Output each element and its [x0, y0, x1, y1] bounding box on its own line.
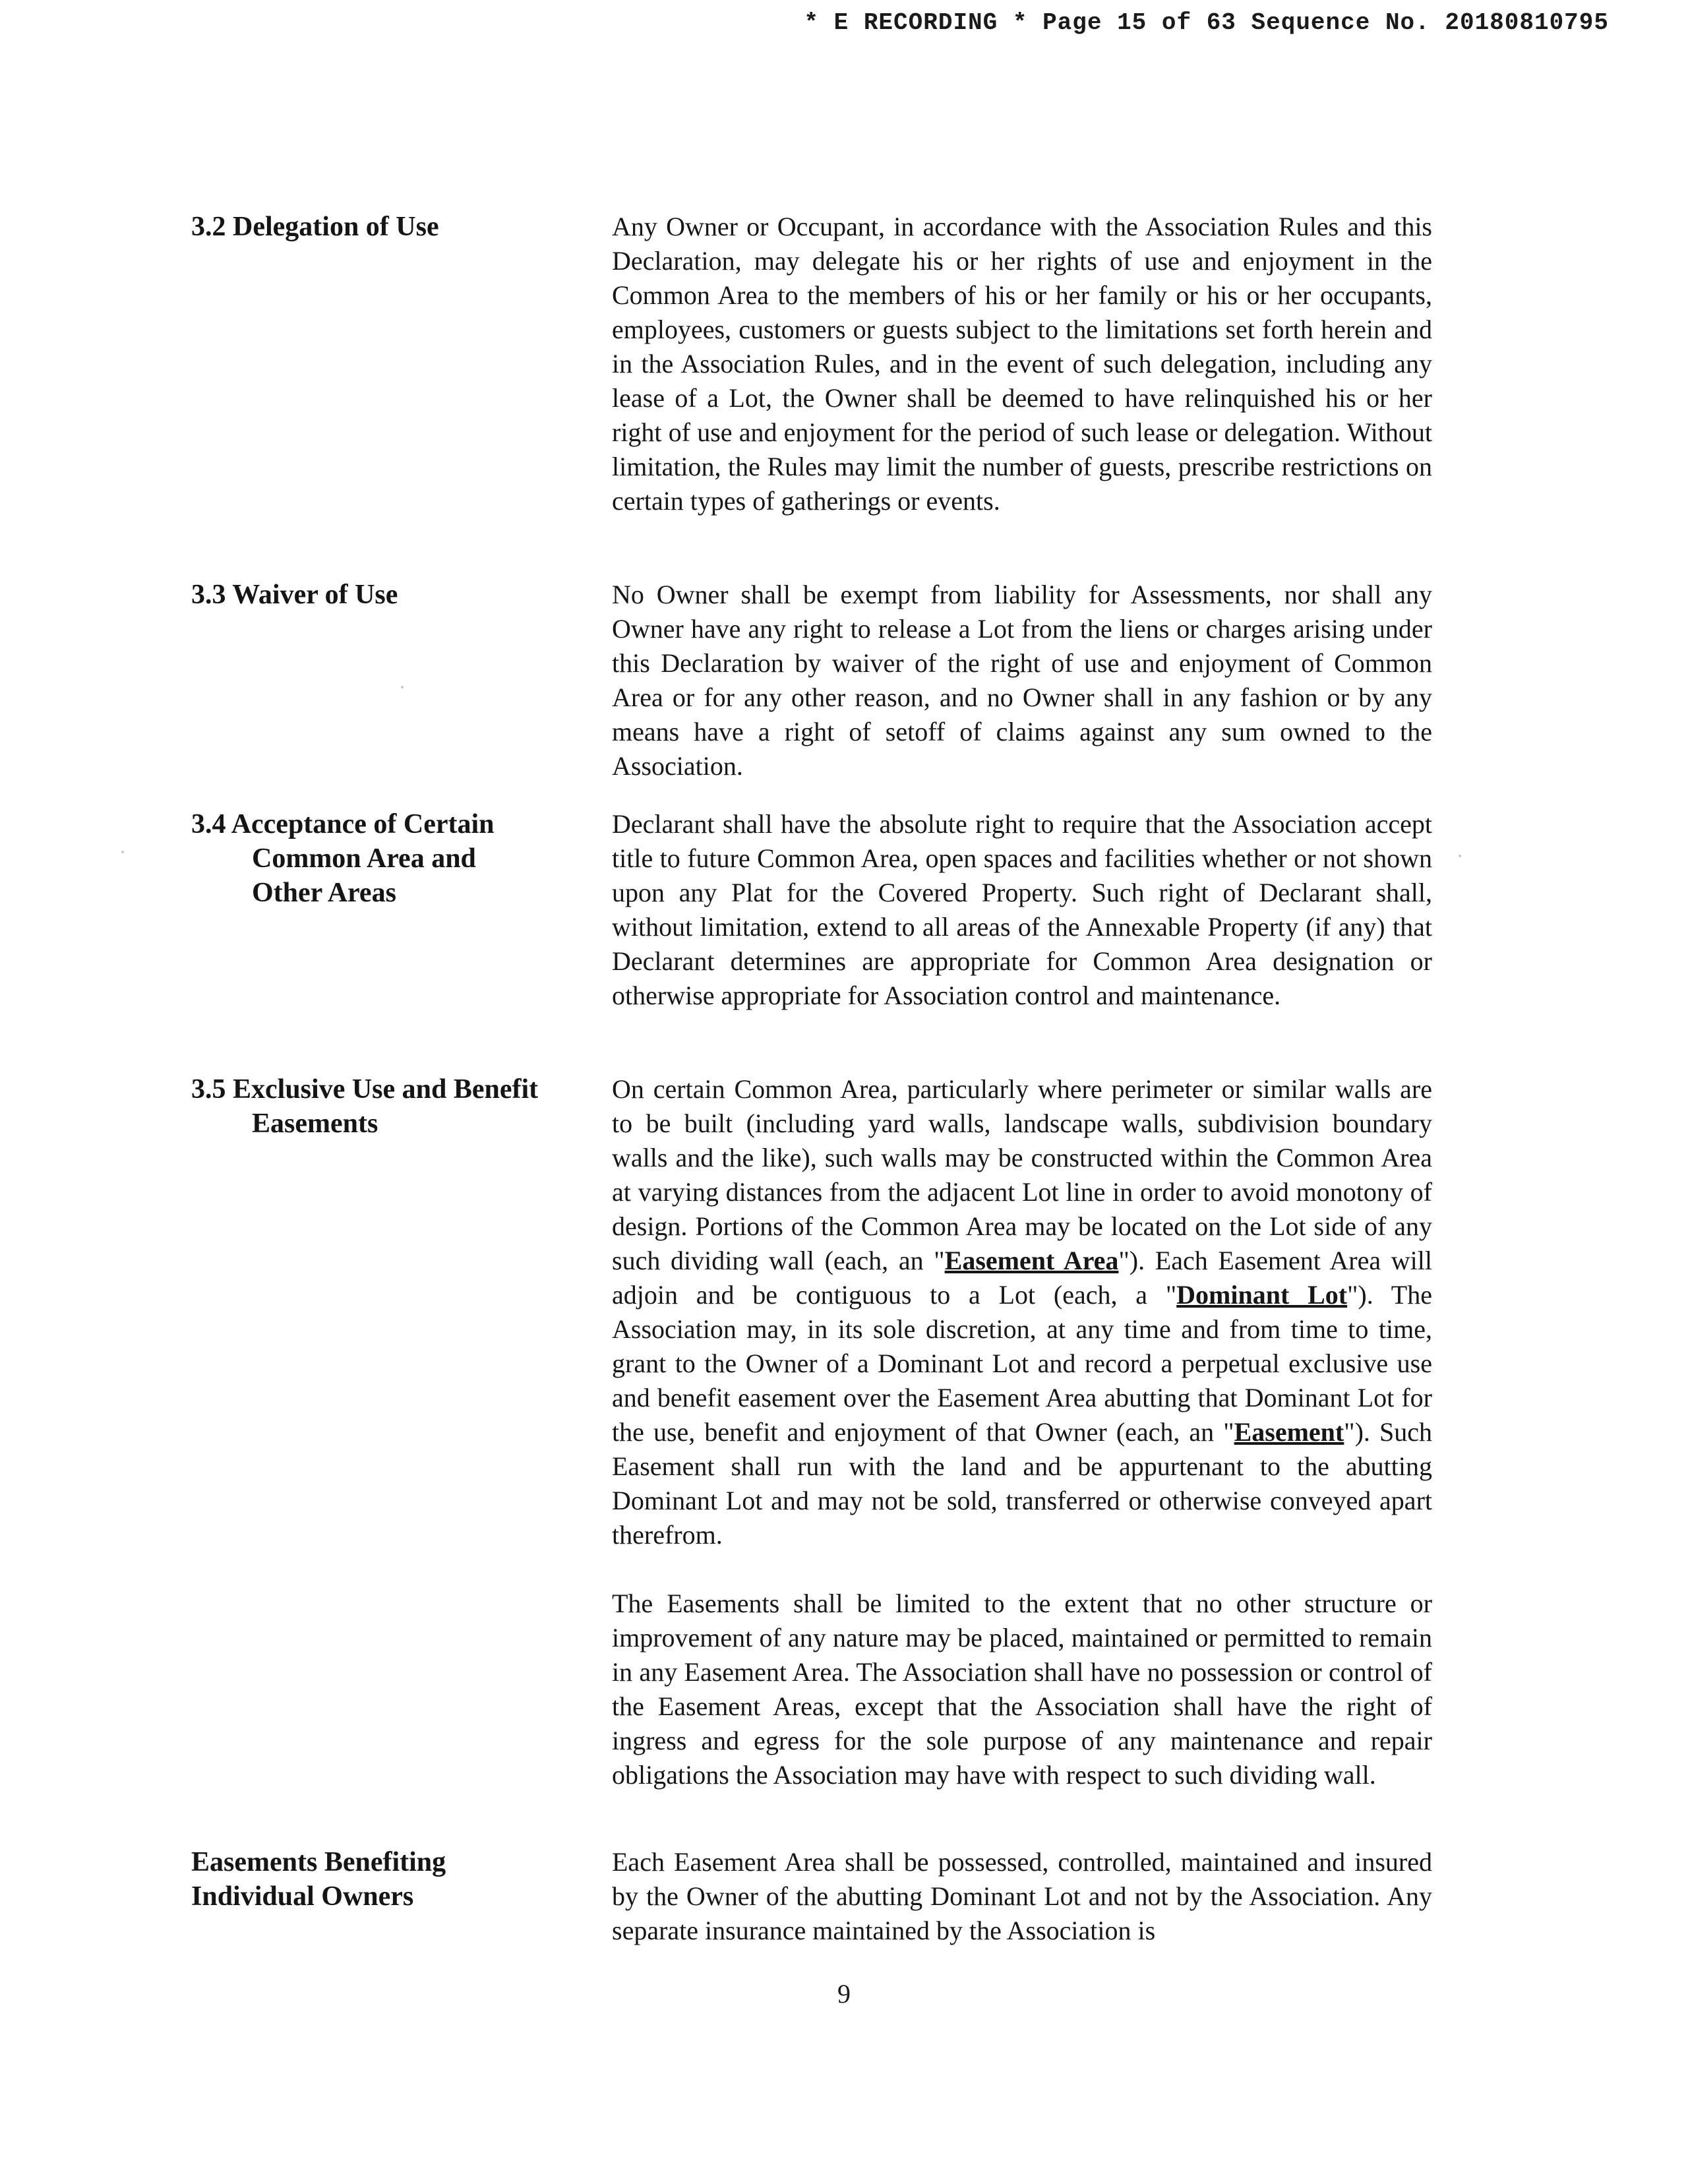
section-body — [612, 210, 1432, 518]
defined-term-dominant-lot: Dominant Lot — [1176, 1280, 1348, 1310]
scan-speck — [401, 686, 404, 688]
text-run: "). Such Easement shall run with the land and be appurtenant to the abutting Dominant Lot and may not be sold, transferred or otherwise conveyed apart therefrom. — [612, 1417, 1432, 1550]
heading-line: 3.5 Exclusive Use and Benefit — [191, 1074, 539, 1105]
section-heading — [191, 1845, 587, 1914]
text-run: "). The Association may, in its sole discretion, at any time and from time to time, grant to the Owner of a Dominant Lot and record a perpetual exclusive use and benefit easement over the Easement Area abutting that Dominant Lot for the use, benefit and enjoyment of that Owner (each, an " — [612, 1280, 1432, 1447]
heading-line: Individual Owners — [191, 1881, 414, 1912]
heading-line: Easements Benefiting — [191, 1847, 446, 1877]
heading-line: Easements — [252, 1108, 378, 1139]
paragraph: Declarant shall have the absolute right to require that the Association accept title to future Common Area, open spaces and facilities whether or not shown upon any Plat for the Covered Property. Such right of Declarant shall, without limitation, extend to all areas of the Annexable Property (if any) that Declarant determines are appropriate for Common Area designation or otherwise appropriate for Association control and maintenance. — [612, 809, 1432, 1010]
section-body — [612, 578, 1432, 783]
section-heading — [191, 1072, 587, 1141]
section-heading — [191, 578, 587, 612]
paragraph — [612, 1072, 1432, 1552]
heading-line: 3.4 Acceptance of Certain — [191, 809, 495, 839]
text-run: "). Each Easement Area will adjoin and be contiguous to a Lot (each, a " — [612, 1246, 1432, 1310]
section-body — [612, 1072, 1432, 1792]
heading-line: Other Areas — [252, 878, 396, 908]
paragraph: The Easements shall be limited to the extent that no other structure or improvement of any nature may be placed, maintained or permitted to remain in any Easement Area. The Association shall have no possession or control of the Easement Areas, except that the Association shall have the right of ingress and egress for the sole purpose of any maintenance and repair obligations the Association may have with respect to such dividing wall. — [612, 1589, 1432, 1790]
scan-speck — [1459, 855, 1461, 857]
scan-speck — [121, 851, 124, 853]
recording-header: * E RECORDING * Page 15 of 63 Sequence No. 20180810795 — [804, 9, 1609, 36]
heading-line: 3.3 Waiver of Use — [191, 580, 398, 610]
section-heading — [191, 210, 587, 244]
defined-term-easement-area: Easement Area — [944, 1246, 1119, 1275]
heading-line: Common Area and — [252, 843, 476, 874]
paragraph: No Owner shall be exempt from liability for Assessments, nor shall any Owner have any right to release a Lot from the liens or charges arising under this Declaration by waiver of the right of use and enjoyment of Common Area or for any other reason, and no Owner shall in any fashion or by any means have a right of setoff of claims against any sum owned to the Association. — [612, 580, 1432, 781]
section-body — [612, 1845, 1432, 1948]
page-number: 9 — [837, 1979, 851, 2009]
paragraph: Any Owner or Occupant, in accordance with the Association Rules and this Declaration, may delegate his or her rights of use and enjoyment in the Common Area to the members of his or her family or his or her occupants, employees, customers or guests subject to the limitations set forth herein and in the Association Rules, and in the event of such delegation, including any lease of a Lot, the Owner shall be deemed to have relinquished his or her right of use and enjoyment for the period of such lease or delegation. Without limitation, the Rules may limit the number of guests, prescribe restrictions on certain types of gatherings or events. — [612, 212, 1432, 516]
section-heading — [191, 807, 587, 910]
paragraph: Each Easement Area shall be possessed, controlled, maintained and insured by the Owner of the abutting Dominant Lot and not by the Association. Any separate insurance maintained by the Association is — [612, 1847, 1432, 1945]
text-run: On certain Common Area, particularly where perimeter or similar walls are to be built (including yard walls, landscape walls, subdivision boundary walls and the like), such walls may be constructed within the Common Area at varying distances from the adjacent Lot line in order to avoid monotony of design. Portions of the Common Area may be located on the Lot side of any such dividing wall (each, an " — [612, 1074, 1432, 1275]
section-body — [612, 807, 1432, 1013]
defined-term-easement: Easement — [1234, 1417, 1344, 1447]
heading-line: 3.2 Delegation of Use — [191, 212, 439, 242]
